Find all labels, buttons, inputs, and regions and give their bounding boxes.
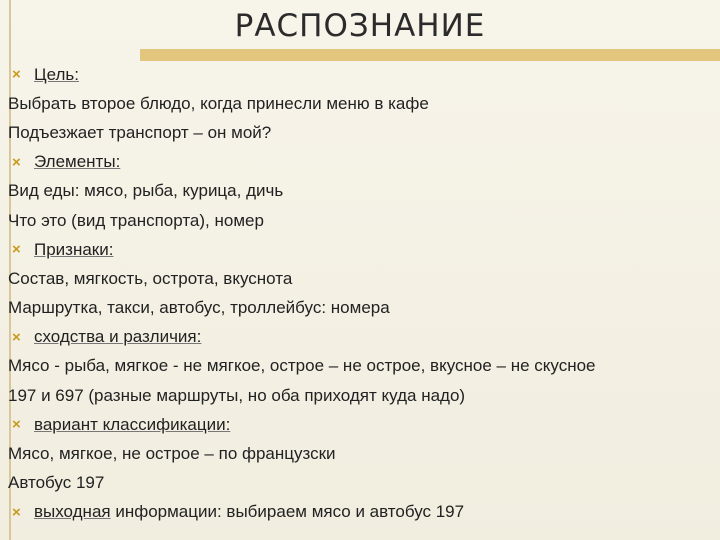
text-line: 197 и 697 (разные маршруты, но оба приходят куда надо) — [8, 385, 466, 405]
slide-title: РАСПОЗНАНИЕ — [234, 8, 486, 44]
bullet-item-goal — [0, 60, 720, 89]
x-bullet-icon: × — [12, 416, 21, 434]
text-line: Подъезжает транспорт – он мой? — [8, 122, 272, 142]
text-line: Состав, мягкость, острота, вкуснота — [8, 268, 293, 288]
bullet-label: выходная — [34, 502, 111, 522]
bullet-item-similarities — [0, 323, 720, 352]
text-line: Мясо - рыба, мягкое - не мягкое, острое – не острое, вкусное – не скусное — [8, 356, 596, 376]
text-line: Выбрать второе блюдо, когда принесли меню в кафе — [8, 93, 429, 113]
bullet-item-elements — [0, 148, 720, 177]
text-line: Что это (вид транспорта), номер — [8, 210, 264, 230]
x-bullet-icon: × — [12, 153, 21, 171]
x-bullet-icon: × — [12, 328, 21, 346]
bullet-label: Цель: — [34, 64, 79, 84]
text-line: Маршрутка, такси, автобус, троллейбус: номера — [8, 298, 390, 318]
bullet-label: Элементы: — [34, 152, 121, 172]
bullet-item-features — [0, 235, 720, 264]
bullet-label: сходства и различия: — [34, 327, 202, 347]
x-bullet-icon: × — [12, 66, 21, 84]
bullet-label: вариант классификации: — [34, 414, 231, 434]
slide-content — [0, 60, 720, 527]
bullet-item-output — [0, 498, 720, 527]
text-line: Мясо, мягкое, не острое – по французски — [8, 444, 336, 464]
x-bullet-icon: × — [12, 503, 21, 521]
text-line: Вид еды: мясо, рыба, курица, дичь — [8, 181, 284, 201]
bullet-label: Признаки: — [34, 239, 114, 259]
text-line: Автобус 197 — [8, 473, 105, 493]
x-bullet-icon: × — [12, 241, 21, 259]
bullet-text: информации: выбираем мясо и автобус 197 — [110, 502, 465, 522]
bullet-item-classification — [0, 410, 720, 439]
